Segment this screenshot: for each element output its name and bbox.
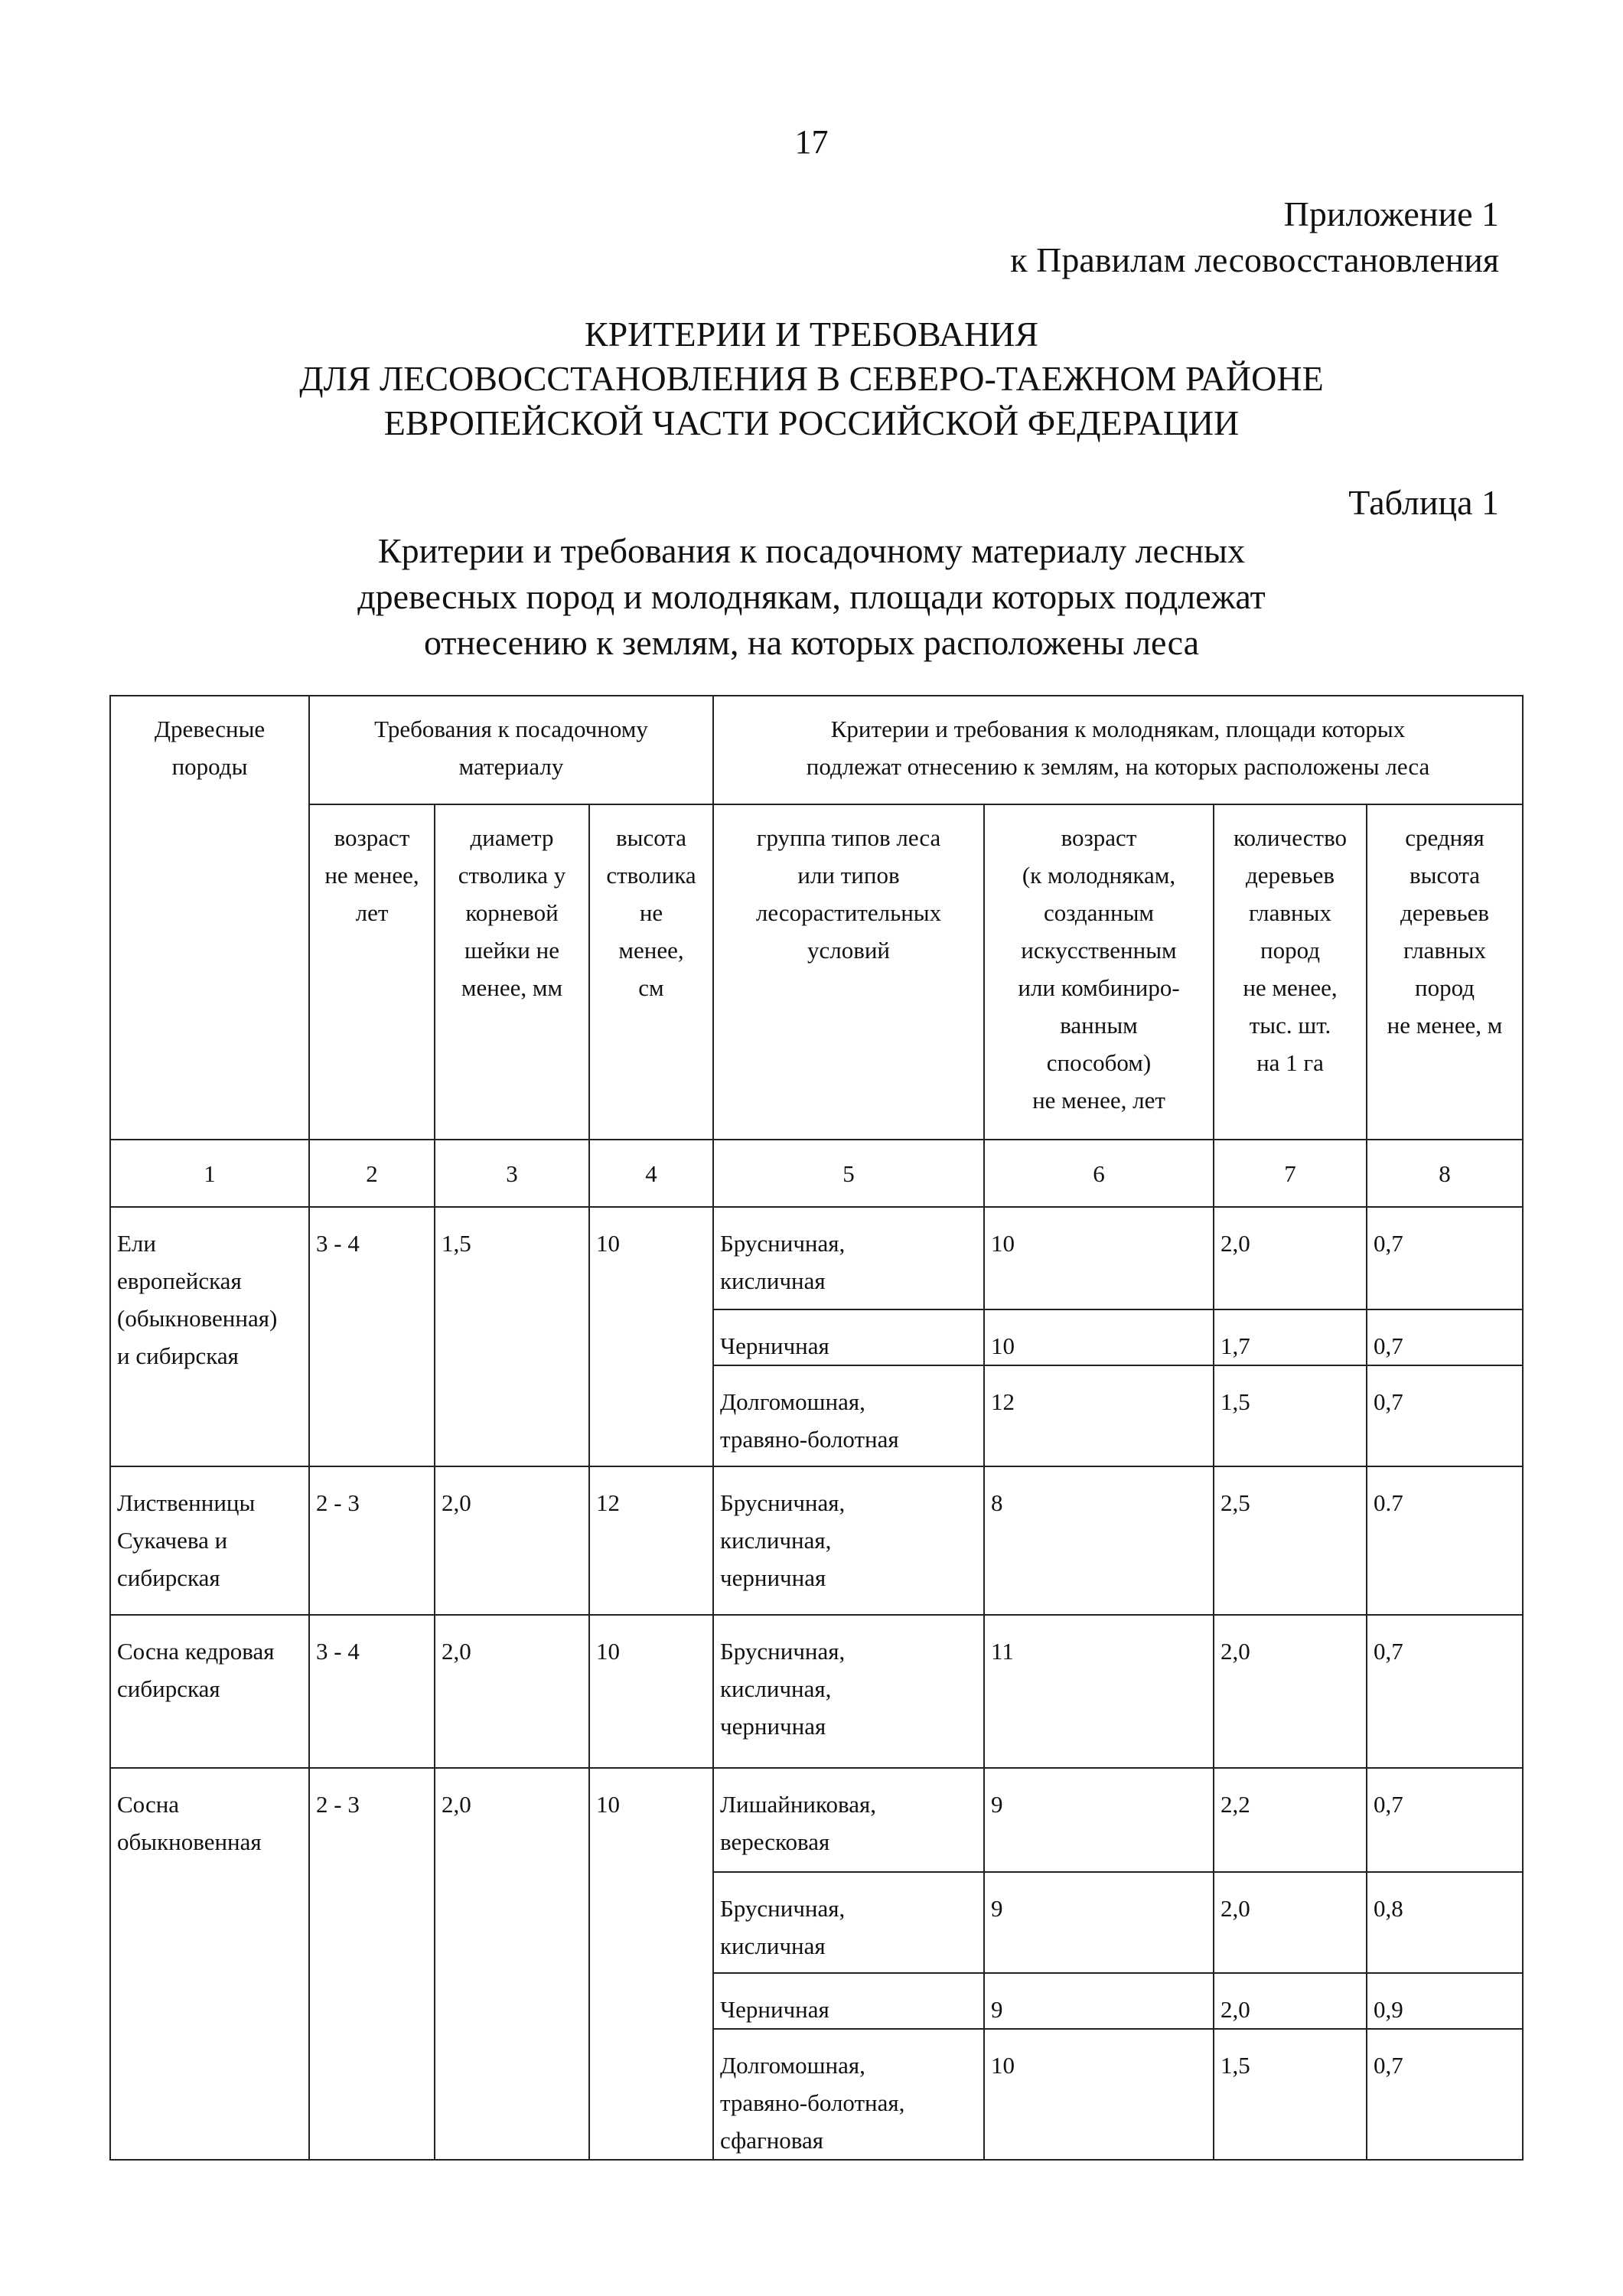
young-stand-age: 10 <box>984 1309 1214 1365</box>
forest-type-line: травяно-болотная <box>720 1426 899 1453</box>
tree-count: 1,5 <box>1214 1365 1367 1466</box>
species-name-line: сибирская <box>117 1564 220 1591</box>
forest-type <box>713 1466 984 1615</box>
header-col-6 <box>984 804 1214 1140</box>
young-stand-age: 12 <box>984 1365 1214 1466</box>
appendix-line: к Правилам лесовосстановления <box>1010 240 1499 279</box>
header-col-4 <box>589 804 713 1140</box>
header-line: пород <box>1415 974 1475 1001</box>
table-label: Таблица 1 <box>1348 483 1499 522</box>
species-name-line: сибирская <box>117 1675 220 1702</box>
seedling-age: 2 - 3 <box>309 1768 435 2160</box>
species-name <box>110 1207 309 1466</box>
header-planting-material <box>309 696 713 804</box>
header-line: см <box>638 974 664 1001</box>
average-height: 0,7 <box>1367 2029 1523 2160</box>
forest-type-line: сфагновая <box>720 2127 824 2154</box>
title-line: ЕВРОПЕЙСКОЙ ЧАСТИ РОССИЙСКОЙ ФЕДЕРАЦИИ <box>383 403 1240 442</box>
forest-type-line: черничная <box>720 1713 826 1740</box>
header-species <box>110 696 309 1140</box>
column-number-row <box>110 1140 1523 1207</box>
average-height: 0,8 <box>1367 1872 1523 1973</box>
forest-type-line: Брусничная, <box>720 1895 846 1922</box>
header-line: менее, мм <box>461 974 563 1001</box>
column-number: 6 <box>984 1140 1214 1207</box>
young-stand-age: 9 <box>984 1768 1214 1872</box>
header-line: не менее, <box>324 862 419 889</box>
header-line: лесорастительных <box>755 899 942 926</box>
header-line: главных <box>1249 899 1331 926</box>
stem-height: 12 <box>589 1466 713 1615</box>
document-title <box>0 312 1623 445</box>
species-name-line: Ели <box>117 1230 156 1257</box>
forest-type-line: кисличная, <box>720 1675 832 1702</box>
forest-type <box>713 1615 984 1768</box>
header-line: способом) <box>1046 1049 1152 1076</box>
column-number: 3 <box>435 1140 589 1207</box>
column-number: 8 <box>1367 1140 1523 1207</box>
header-line: подлежат отнесению к землям, на которых расположены леса <box>806 753 1430 780</box>
table-row <box>110 1768 1523 1872</box>
tree-count: 1,5 <box>1214 2029 1367 2160</box>
header-line: количество <box>1234 824 1347 851</box>
header-line: не менее, <box>1243 974 1338 1001</box>
column-number: 4 <box>589 1140 713 1207</box>
species-name <box>110 1466 309 1615</box>
average-height: 0,7 <box>1367 1309 1523 1365</box>
header-line: пород <box>1260 937 1320 964</box>
tree-count: 2,0 <box>1214 1615 1367 1768</box>
header-line: Требования к посадочному <box>374 716 648 742</box>
header-line: Критерии и требования к молоднякам, площади которых <box>830 716 1406 742</box>
header-line: возраст <box>1061 824 1137 851</box>
header-line: породы <box>171 753 248 780</box>
species-name-line: европейская <box>117 1267 242 1294</box>
forest-type-line: вересковая <box>720 1828 830 1855</box>
young-stand-age: 9 <box>984 1973 1214 2029</box>
forest-type-line: Лишайниковая, <box>720 1791 876 1818</box>
header-col-3 <box>435 804 589 1140</box>
header-line: материалу <box>458 753 564 780</box>
table-body <box>110 696 1523 2160</box>
young-stand-age: 9 <box>984 1872 1214 1973</box>
stem-height: 10 <box>589 1615 713 1768</box>
header-line: или комбиниро- <box>1018 974 1180 1001</box>
species-name-line: Лиственницы <box>117 1489 256 1516</box>
stem-height: 10 <box>589 1207 713 1466</box>
species-name <box>110 1615 309 1768</box>
header-line: менее, <box>618 937 684 964</box>
title-line: КРИТЕРИИ И ТРЕБОВАНИЯ <box>584 315 1039 354</box>
stem-height: 10 <box>589 1768 713 2160</box>
header-line: Древесные <box>154 716 266 742</box>
tree-count: 2,0 <box>1214 1973 1367 2029</box>
header-line: не менее, м <box>1387 1012 1503 1039</box>
header-line: условий <box>807 937 891 964</box>
average-height: 0,7 <box>1367 1207 1523 1309</box>
table-row <box>110 1207 1523 1309</box>
forest-type-line: травяно-болотная, <box>720 2089 905 2116</box>
group-header-row <box>110 696 1523 804</box>
header-col-8 <box>1367 804 1523 1140</box>
forest-type-line: Черничная <box>720 1996 829 2023</box>
average-height: 0,9 <box>1367 1973 1523 2029</box>
caption-line: Критерии и требования к посадочному материалу лесных <box>377 531 1246 570</box>
header-line: корневой <box>465 899 559 926</box>
header-line: стволика у <box>458 862 566 889</box>
young-stand-age: 11 <box>984 1615 1214 1768</box>
header-line: не менее, лет <box>1032 1087 1165 1114</box>
page-number: 17 <box>794 123 829 161</box>
header-line: средняя <box>1405 824 1484 851</box>
average-height: 0.7 <box>1367 1466 1523 1615</box>
caption-line: древесных пород и молоднякам, площади которых подлежат <box>357 577 1266 616</box>
header-line: или типов <box>797 862 900 889</box>
tree-count: 2,0 <box>1214 1207 1367 1309</box>
appendix-line: Приложение 1 <box>1283 194 1499 233</box>
species-name-line: (обыкновенная) <box>117 1305 278 1332</box>
column-number: 5 <box>713 1140 984 1207</box>
header-line: высота <box>615 824 686 851</box>
table-caption <box>0 528 1623 666</box>
stem-diameter: 2,0 <box>435 1615 589 1768</box>
header-line: лет <box>355 899 389 926</box>
tree-count: 2,0 <box>1214 1872 1367 1973</box>
tree-count: 1,7 <box>1214 1309 1367 1365</box>
forest-type <box>713 1207 984 1309</box>
forest-type <box>713 1768 984 1872</box>
average-height: 0,7 <box>1367 1768 1523 1872</box>
header-col-5 <box>713 804 984 1140</box>
forest-type-line: Долгомошная, <box>720 2052 865 2079</box>
header-line: деревьев <box>1400 899 1489 926</box>
header-line: не <box>639 899 663 926</box>
forest-type-line: Долгомошная, <box>720 1388 865 1415</box>
header-line: шейки не <box>464 937 559 964</box>
forest-type-line: Брусничная, <box>720 1638 846 1665</box>
table-row <box>110 1466 1523 1615</box>
forest-type <box>713 2029 984 2160</box>
header-line: высота <box>1410 862 1481 889</box>
header-col-7 <box>1214 804 1367 1140</box>
forest-type-line: кисличная <box>720 1267 826 1294</box>
seedling-age: 3 - 4 <box>309 1615 435 1768</box>
column-number: 1 <box>110 1140 309 1207</box>
stem-diameter: 2,0 <box>435 1768 589 2160</box>
average-height: 0,7 <box>1367 1365 1523 1466</box>
header-young-stands <box>713 696 1523 804</box>
species-name-line: Сукачева и <box>117 1527 228 1554</box>
young-stand-age: 10 <box>984 1207 1214 1309</box>
header-line: возраст <box>334 824 410 851</box>
stem-diameter: 1,5 <box>435 1207 589 1466</box>
seedling-age: 3 - 4 <box>309 1207 435 1466</box>
species-name-line: и сибирская <box>117 1342 239 1369</box>
header-line: на 1 га <box>1256 1049 1324 1076</box>
forest-type-line: Брусничная, <box>720 1489 846 1516</box>
header-line: стволика <box>606 862 696 889</box>
forest-type-line: кисличная, <box>720 1527 832 1554</box>
young-stand-age: 10 <box>984 2029 1214 2160</box>
species-name-line: Сосна кедровая <box>117 1638 275 1665</box>
caption-line: отнесению к землям, на которых расположены леса <box>424 623 1199 662</box>
header-line: главных <box>1403 937 1486 964</box>
title-line: ДЛЯ ЛЕСОВОССТАНОВЛЕНИЯ В СЕВЕРО-ТАЕЖНОМ РАЙОНЕ <box>299 359 1324 398</box>
header-line: тыс. шт. <box>1249 1012 1331 1039</box>
forest-type-line: кисличная <box>720 1932 826 1959</box>
stem-diameter: 2,0 <box>435 1466 589 1615</box>
species-name <box>110 1768 309 2160</box>
species-name-line: Сосна <box>117 1791 180 1818</box>
forest-type-line: Черничная <box>720 1332 829 1359</box>
forest-type <box>713 1973 984 2029</box>
young-stand-age: 8 <box>984 1466 1214 1615</box>
header-col-2 <box>309 804 435 1140</box>
forest-type <box>713 1872 984 1973</box>
header-line: диаметр <box>470 824 554 851</box>
header-line: созданным <box>1043 899 1155 926</box>
column-header-row <box>110 804 1523 1140</box>
average-height: 0,7 <box>1367 1615 1523 1768</box>
forest-type <box>713 1309 984 1365</box>
header-line: (к молоднякам, <box>1022 862 1176 889</box>
header-line: ванным <box>1060 1012 1138 1039</box>
header-line: деревьев <box>1246 862 1335 889</box>
tree-count: 2,5 <box>1214 1466 1367 1615</box>
forest-type <box>713 1365 984 1466</box>
header-line: искусственным <box>1021 937 1177 964</box>
column-number: 7 <box>1214 1140 1367 1207</box>
tree-count: 2,2 <box>1214 1768 1367 1872</box>
table-row <box>110 1615 1523 1768</box>
species-name-line: обыкновенная <box>117 1828 262 1855</box>
appendix-reference <box>1010 191 1499 283</box>
criteria-table <box>109 695 1524 2161</box>
forest-type-line: Брусничная, <box>720 1230 846 1257</box>
forest-type-line: черничная <box>720 1564 826 1591</box>
seedling-age: 2 - 3 <box>309 1466 435 1615</box>
header-line: группа типов леса <box>756 824 941 851</box>
column-number: 2 <box>309 1140 435 1207</box>
